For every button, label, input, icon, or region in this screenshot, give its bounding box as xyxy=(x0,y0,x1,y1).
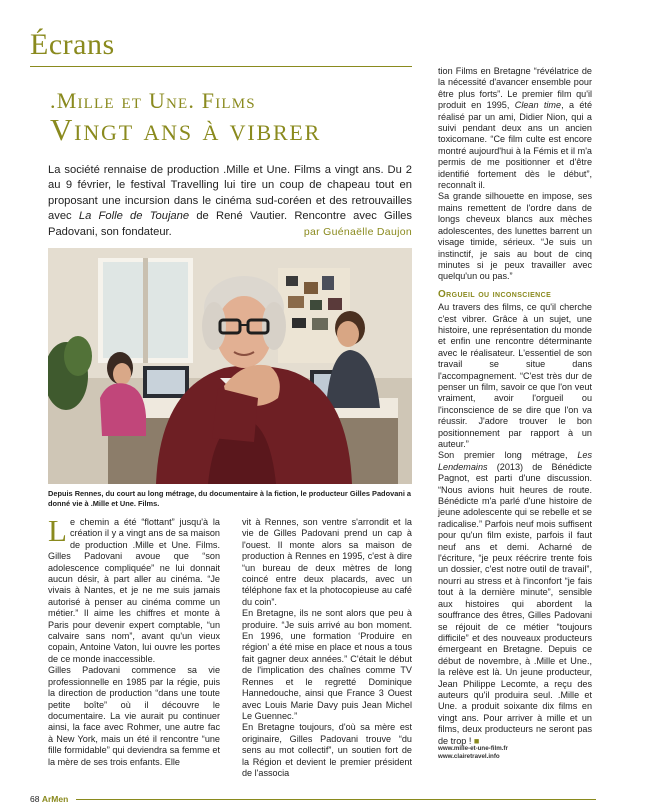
standfirst-part1: La société rennaise de production .Mille et Une. Films a vingt ans. Du 2 au 9 février, le festival Travelling lui tire un coup de chapeau tout en proposant une incursion dans le cinéma sud-coréen et des retrouvailles avec xyxy=(48,164,412,223)
article-kicker: .Mille et Une. Films xyxy=(50,88,256,113)
column-3-text: Son premier long métrage, xyxy=(438,450,578,461)
article-headline: Vingt ans à vibrer xyxy=(50,112,322,147)
column-2-paragraph: vit à Rennes, son ventre s'arrondit et la vie de Gilles Padovani prend un cap à l'ouest. Il monte alors sa maison de production à Rennes en 1995, c'est à dire “un bureau de deux mètres de long coincé entre deux placards, avec un téléphone fax et la photocopieuse au café du coin”. xyxy=(242,517,412,607)
column-1-paragraph: Gilles Padovani commence sa vie professionnelle en 1985 par la régie, puis la direction de production “dans une toute petite boîte” où il découvre le documentaire. La vie aurait pu continuer ainsi, la face avec Rohmer, une autre fac à New York, mais un été il rencontre “une fille formidable” qui deviendra sa femme et la mère de ses trois enfants. Elle xyxy=(48,665,220,767)
web-links xyxy=(438,745,508,760)
footer-divider xyxy=(76,799,596,800)
end-mark-icon: ■ xyxy=(473,735,480,746)
section-rubric: Écrans xyxy=(30,28,115,61)
film-title: Clean time xyxy=(514,100,562,111)
column-2-paragraph: En Bretagne toujours, d'où sa mère est originaire, Gilles Padovani trouve “du sens au mot collectif”, un soutien fort de la Région et devient le premier président de l'associa xyxy=(242,722,412,778)
column-3-paragraph xyxy=(438,66,592,191)
standfirst-film-title: La Folle de Toujane xyxy=(78,210,190,223)
article-column-2 xyxy=(242,517,412,779)
column-3-text: tion Films en Bretagne “révélatrice de la nécessité d'avancer ensemble pour être plus forts”. Le premier film qu'il produit en 1995, xyxy=(438,66,592,111)
photo-caption: Depuis Rennes, du court au long métrage, du documentaire à la fiction, le producteur Gilles Padovani a donné vie à .Mille et Une. Films. xyxy=(48,489,412,508)
article-column-3 xyxy=(438,66,592,747)
portrait-photo xyxy=(48,248,412,484)
standfirst-part2: de René Vautier. Rencontre avec Gilles Padovani, son fondateur. xyxy=(48,210,412,238)
web-link[interactable]: www.mille-et-une-film.fr xyxy=(438,745,508,752)
article-byline: par Guénaëlle Daujon xyxy=(303,226,412,238)
drop-cap: L xyxy=(48,513,67,548)
page-number: 68 xyxy=(30,794,40,804)
column-3-paragraph xyxy=(438,450,592,747)
column-3-paragraph: Sa grande silhouette en impose, ses mains remettent de l'ordre dans de longs cheveux blancs aux mèches adolescentes, des lunettes barrent un visage timide, sérieux. “Je suis un instinctif, je sais au bout de cinq minutes si je peux travailler avec quelqu'un ou pas.” xyxy=(438,191,592,282)
rubric-divider xyxy=(30,66,412,67)
magazine-name: ArMen xyxy=(41,794,69,804)
article-subheading: Orgueil ou inconscience xyxy=(438,288,552,300)
column-3-text: (2013) de Bénédicte Pagnot, est parti d'une discussion. “Nous avions huit heures de route. Bénédicte m'a parlé d'une histoire de jeune adolescente qui se rebelle et se radicalise.” Parfois neuf mois suffisent pour qu'un film existe, parfois il faut neuf ans et demi. Acharné de l'écriture, “je peux réécrire trente fois un dossier, c'est notre outil de travail”, nourri au stress et à l'inconfort “je fais tout à la dernière minute”, sensible aux histoires qui abordent la souffrance des êtres, Gilles Padovani se réjouit de ce métier “toujours difficile” et des nouveaux producteurs émergeant en Bretagne. Depuis ce début de novembre, à .Mille et Une., la relève est là. Un jeune producteur, Jean Philippe Lecomte, a reçu des auteurs qu'il produira seul. .Mille et Une. a produit soixante dix films en vingt ans. Pour arriver à mille et un films, deux producteurs ne seront pas de trop ! xyxy=(438,461,592,746)
column-3-text: , a été réalisé par un ami, Didier Nion, qui a suivi pendant deux ans un ancien toxicomane. “Ce film culte est encore montré aujourd'hui à la Fémis et il m'a permis de me positionner et d'être identifié fortement dès le début”, reconnaît il. xyxy=(438,100,593,191)
column-1-paragraph xyxy=(48,513,220,665)
column-3-paragraph: Au travers des films, ce qu'il cherche c'est vibrer. Grâce à un sujet, une histoire, une représentation du monde et enfin une rencontre déterminante avec le réalisateur. L'essentiel de son travail se situe dans l'accompagnement. “C'est très dur de penser un film, savoir ce que l'on veut vraiment, avoir l'orgueil ou l'inconscience de se dire que l'on va réussir. J'adore trouver le bon positionnement par rapport à un auteur.” xyxy=(438,302,592,449)
portrait-photo-illustration xyxy=(48,248,412,484)
article-column-1 xyxy=(48,513,220,768)
web-link[interactable]: www.clairetravel.info xyxy=(438,752,500,760)
column-1-text: e chemin a été “flottant” jusqu'à la création il y a vingt ans de sa maison de production .Mille et Une. Films. Gilles Padovani avoue que “son adolescence compliquée” ne lui donnait aucun désir, à part aller au cinéma. “Je vivais à Nantes, et je ne me suis jamais autorisé à penser au cinéma comme un métier.” Il aime les chiffres et monte à Paris pour devenir expert comptable, “un calvaire sans nom”, avant qu'un vieux copain, Antoine Vaton, lui ouvre les portes de ce monde inaccessible. xyxy=(48,517,220,664)
page-folio xyxy=(30,794,68,804)
film-title: Les Lendemains xyxy=(438,450,592,472)
column-2-paragraph: En Bretagne, ils ne sont alors que peu à produire. “Je suis arrivé au bon moment. En 1996, une formation ‘Produire en région’ a été mise en place et nous a tous fait gagner deux années.” C'était le début de l'implication des chaînes comme TV Rennes et le regretté Dominique Hannedouche, ainsi que France 3 Ouest avec Louis Marie Davy puis Jean Michel Le Guennec.” xyxy=(242,608,412,721)
